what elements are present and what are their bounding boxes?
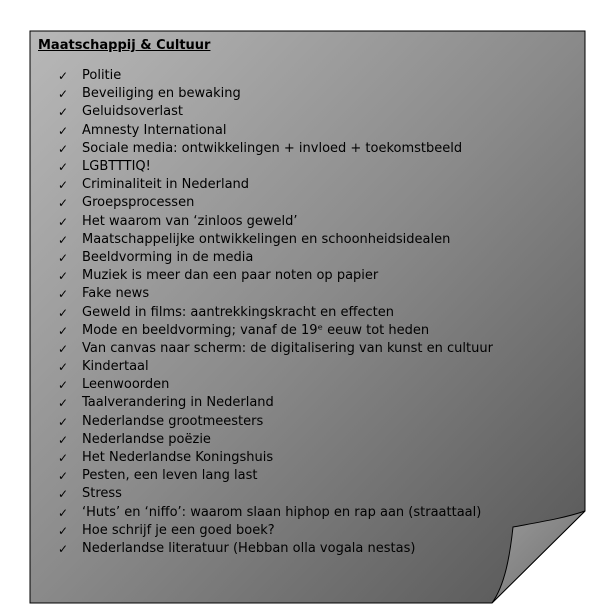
list-item bbox=[38, 231, 578, 249]
check-icon: ✓ bbox=[58, 396, 69, 411]
list-item bbox=[38, 522, 578, 540]
list-item-label: Hoe schrijf je een goed boek? bbox=[82, 522, 275, 538]
note-content bbox=[38, 37, 578, 558]
list-item bbox=[38, 449, 578, 467]
check-icon: ✓ bbox=[58, 305, 69, 320]
list-item-label: Kindertaal bbox=[82, 359, 149, 375]
check-icon: ✓ bbox=[58, 250, 69, 265]
list-item bbox=[38, 376, 578, 394]
list-item-label: Nederlandse literatuur (Hebban olla vogala nestas) bbox=[82, 540, 416, 556]
check-icon: ✓ bbox=[58, 378, 69, 393]
check-icon: ✓ bbox=[58, 360, 69, 375]
list-item-label: ‘Huts’ en ‘niffo’: waarom slaan hiphop en rap aan (straattaal) bbox=[82, 504, 482, 520]
list-item-label: Beveiliging en bewaking bbox=[82, 86, 241, 102]
list-item-label: Politie bbox=[82, 68, 122, 84]
list-item bbox=[38, 467, 578, 485]
list-item bbox=[38, 158, 578, 176]
note-title: Maatschappij & Cultuur bbox=[38, 38, 211, 53]
check-icon: ✓ bbox=[58, 69, 69, 84]
list-item-label: Leenwoorden bbox=[82, 377, 170, 393]
check-icon: ✓ bbox=[58, 196, 69, 211]
list-item bbox=[38, 540, 578, 558]
list-item bbox=[38, 285, 578, 303]
list-item bbox=[38, 504, 578, 522]
list-item bbox=[38, 85, 578, 103]
check-icon: ✓ bbox=[58, 269, 69, 284]
list-item bbox=[38, 322, 578, 340]
check-icon: ✓ bbox=[58, 214, 69, 229]
list-item bbox=[38, 485, 578, 503]
check-icon: ✓ bbox=[58, 487, 69, 502]
list-item bbox=[38, 340, 578, 358]
list-item-label: Taalverandering in Nederland bbox=[82, 395, 274, 411]
check-icon: ✓ bbox=[58, 160, 69, 175]
check-icon: ✓ bbox=[58, 105, 69, 120]
list-item-label: Criminaliteit in Nederland bbox=[82, 177, 250, 193]
list-item-label: Geweld in films: aantrekkingskracht en effecten bbox=[82, 304, 394, 320]
check-icon: ✓ bbox=[58, 141, 69, 156]
list-item-label: Nederlandse grootmeesters bbox=[82, 413, 264, 429]
list-item bbox=[38, 176, 578, 194]
topic-list bbox=[38, 67, 578, 558]
list-item-label: Mode en beeldvorming; vanaf de 19ᵉ eeuw tot heden bbox=[82, 322, 430, 338]
list-item bbox=[38, 140, 578, 158]
list-item-label: Sociale media: ontwikkelingen + invloed + toekomstbeeld bbox=[82, 140, 463, 156]
list-item bbox=[38, 358, 578, 376]
list-item-label: Maatschappelijke ontwikkelingen en schoonheidsidealen bbox=[82, 231, 451, 247]
check-icon: ✓ bbox=[58, 123, 69, 138]
check-icon: ✓ bbox=[58, 232, 69, 247]
list-item bbox=[38, 413, 578, 431]
list-item-label: Muziek is meer dan een paar noten op papier bbox=[82, 268, 379, 284]
list-item-label: Pesten, een leven lang last bbox=[82, 468, 258, 484]
check-icon: ✓ bbox=[58, 178, 69, 193]
check-icon: ✓ bbox=[58, 505, 69, 520]
check-icon: ✓ bbox=[58, 341, 69, 356]
list-item-label: Geluidsoverlast bbox=[82, 104, 183, 120]
list-item bbox=[38, 122, 578, 140]
list-item bbox=[38, 213, 578, 231]
list-item-label: Nederlandse poëzie bbox=[82, 431, 211, 447]
list-item bbox=[38, 431, 578, 449]
check-icon: ✓ bbox=[58, 451, 69, 466]
check-icon: ✓ bbox=[58, 287, 69, 302]
check-icon: ✓ bbox=[58, 87, 69, 102]
check-icon: ✓ bbox=[58, 541, 69, 556]
list-item bbox=[38, 103, 578, 121]
list-item-label: Stress bbox=[82, 486, 122, 502]
list-item-label: Het waarom van ‘zinloos geweld’ bbox=[82, 213, 298, 229]
list-item bbox=[38, 249, 578, 267]
list-item-label: Amnesty International bbox=[82, 122, 227, 138]
list-item-label: Beeldvorming in de media bbox=[82, 249, 254, 265]
check-icon: ✓ bbox=[58, 323, 69, 338]
list-item bbox=[38, 194, 578, 212]
list-item bbox=[38, 267, 578, 285]
list-item bbox=[38, 394, 578, 412]
list-item bbox=[38, 67, 578, 85]
list-item-label: Groepsprocessen bbox=[82, 195, 195, 211]
check-icon: ✓ bbox=[58, 523, 69, 538]
list-item-label: Het Nederlandse Koningshuis bbox=[82, 450, 274, 466]
list-item-label: Van canvas naar scherm: de digitalisering van kunst en cultuur bbox=[82, 340, 493, 356]
list-item-label: LGBTTTIQ! bbox=[82, 159, 151, 175]
check-icon: ✓ bbox=[58, 432, 69, 447]
check-icon: ✓ bbox=[58, 469, 69, 484]
list-item bbox=[38, 303, 578, 321]
check-icon: ✓ bbox=[58, 414, 69, 429]
list-item-label: Fake news bbox=[82, 286, 150, 302]
